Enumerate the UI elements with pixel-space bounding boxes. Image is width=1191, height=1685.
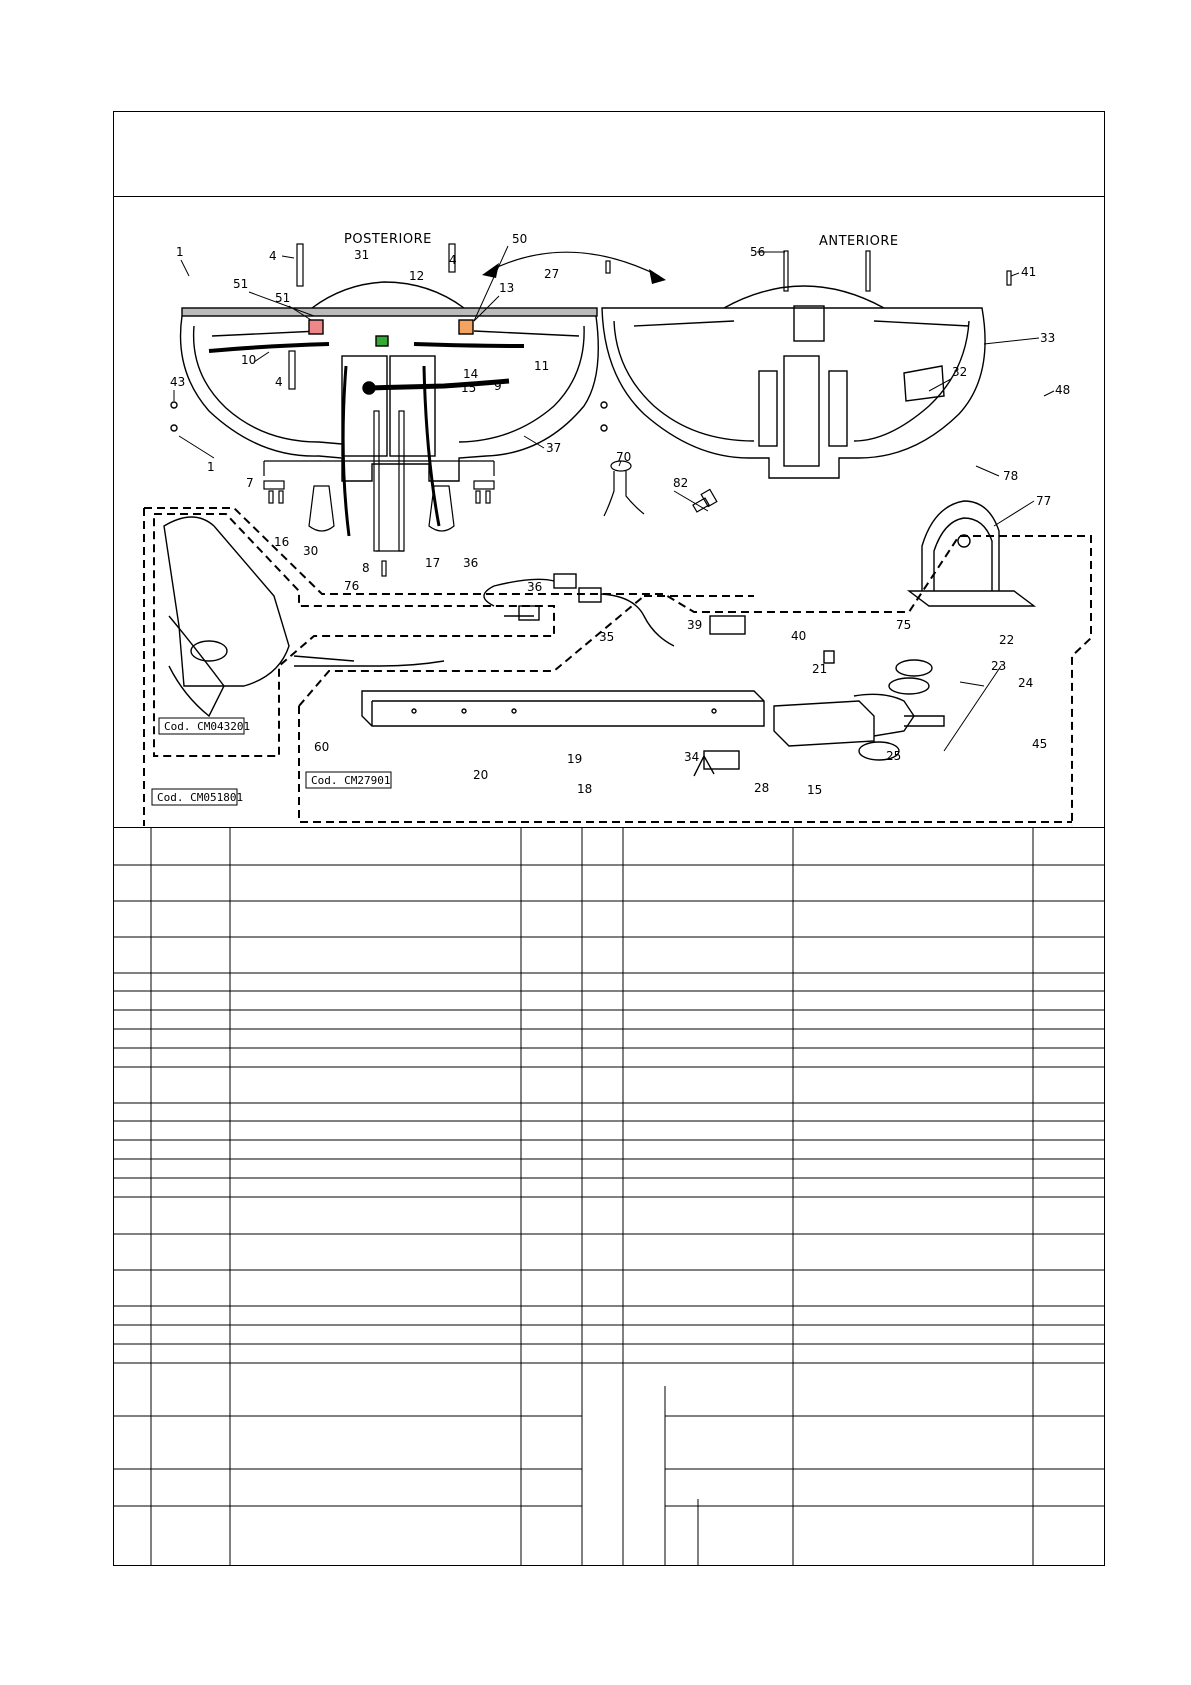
part-label: 56 (750, 245, 766, 259)
part-label: 77 (1036, 494, 1052, 508)
part-label: 4 (449, 253, 457, 267)
part-label: 15 (461, 381, 477, 395)
part-label: 30 (303, 544, 319, 558)
view-label-front: ANTERIORE (819, 234, 899, 249)
view-label-rear: POSTERIORE (344, 232, 432, 247)
part-label: 16 (274, 535, 290, 549)
part-label: 37 (546, 441, 562, 455)
code-cm051801: Cod. CM051801 (157, 791, 244, 804)
part-label: 34 (684, 750, 700, 764)
part-label: 13 (499, 281, 515, 295)
part-label: 7 (246, 476, 254, 490)
part-label: 23 (991, 659, 1007, 673)
part-label: 41 (1021, 265, 1037, 279)
part-label: 51 (233, 277, 249, 291)
header-box (114, 112, 1104, 197)
code-boxes (152, 718, 391, 805)
part-label: 14 (463, 367, 479, 381)
part-label: 32 (952, 365, 968, 379)
lock-mechanism (694, 616, 944, 776)
part-label: 45 (1032, 737, 1048, 751)
part-label: 36 (527, 580, 543, 594)
part-label: 11 (534, 359, 550, 373)
part-label: 33 (1040, 331, 1056, 345)
rear-bottom-parts (264, 411, 494, 576)
rotate-arrow (489, 252, 659, 276)
part-label: 1 (207, 460, 215, 474)
code-cm27901: Cod. CM27901 (311, 774, 391, 787)
diagram-svg (114, 196, 1104, 827)
exploded-diagram (114, 196, 1104, 828)
part-label: 4 (269, 249, 277, 263)
part-label: 28 (754, 781, 770, 795)
part-label: 51 (275, 291, 291, 305)
rear-cover (171, 282, 607, 481)
part-label: 12 (409, 269, 425, 283)
part-label: 15 (807, 783, 823, 797)
parts-sheet (113, 111, 1105, 1566)
part-label: 22 (999, 633, 1015, 647)
part-label: 78 (1003, 469, 1019, 483)
part-label: 18 (577, 782, 593, 796)
code-cm043201: Cod. CM043201 (164, 720, 251, 733)
part-label: 10 (241, 353, 257, 367)
part-label: 27 (544, 267, 560, 281)
part-label: 48 (1055, 383, 1071, 397)
part-label: 40 (791, 629, 807, 643)
part-label: 20 (473, 768, 489, 782)
part-label: 39 (687, 618, 703, 632)
part-label: 60 (314, 740, 330, 754)
part-label: 4 (275, 375, 283, 389)
part-label: 36 (463, 556, 479, 570)
part-label: 17 (425, 556, 441, 570)
small-parts (604, 461, 717, 516)
part-label: 19 (567, 752, 583, 766)
part-label: 31 (354, 248, 370, 262)
part-label: 24 (1018, 676, 1034, 690)
part-label: 8 (362, 561, 370, 575)
part-label: 1 (176, 245, 184, 259)
arrow-head-right (649, 269, 666, 284)
dashed-groups (144, 508, 1091, 826)
parts-table (114, 827, 1104, 1565)
front-cover (602, 286, 985, 478)
part-label: 82 (673, 476, 689, 490)
part-label: 9 (494, 379, 502, 393)
part-label: 35 (599, 630, 615, 644)
part-label: 21 (812, 662, 828, 676)
parts-table-grid (114, 827, 1104, 1565)
cable-plug (484, 574, 674, 646)
part-label: 25 (886, 749, 902, 763)
part-label: 76 (344, 579, 360, 593)
part-label: 70 (616, 450, 632, 464)
bar-34 (362, 691, 764, 726)
bracket-77 (909, 501, 1034, 606)
part-label: 75 (896, 618, 912, 632)
part-label: 50 (512, 232, 528, 246)
rear-cables (343, 366, 439, 536)
part-label: 43 (170, 375, 186, 389)
